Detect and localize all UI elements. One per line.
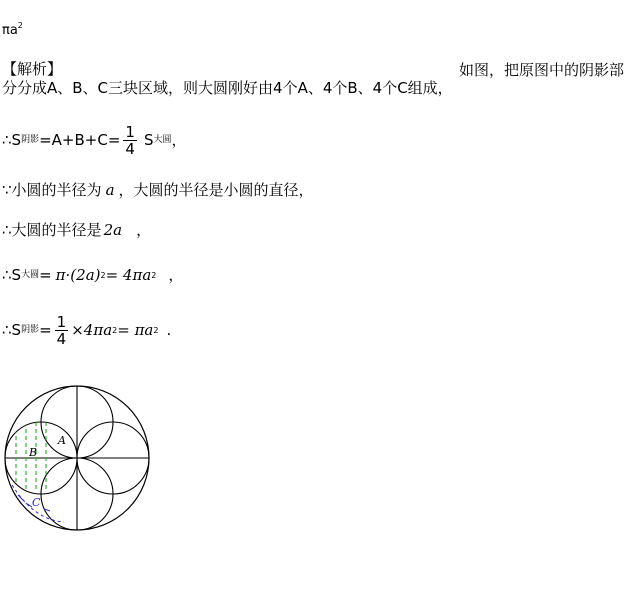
equals-sign: = (39, 321, 52, 339)
area-expression: π·(2a) (55, 266, 101, 284)
label-a: A (58, 434, 66, 447)
fraction-denominator: 4 (56, 330, 67, 348)
therefore-symbol: ∴ (2, 221, 12, 239)
analysis-intro-left: 分分成A、B、C三块区域，则大圆刚好由4个A、4个B、4个C组成， (2, 79, 453, 97)
fraction-one-quarter (55, 314, 69, 347)
area-expression: ×4πa (71, 321, 113, 339)
punctuation: ， (136, 221, 152, 239)
because-symbol: ∵ (2, 181, 12, 199)
subscript-shade: 阴影 (21, 325, 40, 335)
equation-line-3 (2, 223, 151, 238)
therefore-symbol: ∴ (2, 266, 12, 284)
expression-2a: 2a (103, 221, 123, 239)
subscript-shade: 阴影 (21, 135, 40, 145)
subscript-big-circle: 大圆 (21, 270, 40, 280)
fraction-numerator: 1 (125, 123, 135, 141)
punctuation: ， (168, 266, 184, 284)
s-symbol: S (11, 266, 22, 284)
area-result: = πa (117, 321, 154, 339)
label-c: C (32, 496, 41, 509)
statement-text: 大圆的半径是 (11, 221, 102, 239)
fraction-denominator: 4 (125, 140, 135, 158)
answer-base: πa (2, 23, 18, 38)
s-symbol: S (11, 131, 22, 149)
fraction-one-quarter (123, 124, 137, 157)
sum-expression: =A+B+C= (39, 131, 121, 149)
label-b: B (29, 446, 38, 459)
answer (2, 21, 23, 38)
area-result: = 4πa (105, 266, 152, 284)
fraction-numerator: 1 (56, 313, 67, 331)
therefore-symbol: ∴ (2, 131, 12, 149)
s-symbol: S (143, 131, 154, 149)
subscript-big-circle: 大圆 (153, 135, 172, 145)
s-symbol: S (11, 321, 22, 339)
variable-a: a (105, 181, 115, 199)
statement-text: 小圆的半径为 (11, 181, 102, 199)
equals-sign: = (39, 266, 52, 284)
punctuation: . (166, 321, 172, 339)
punctuation: ， (171, 131, 187, 149)
equation-line-2 (2, 183, 314, 198)
equation-line-5: ∴ S 阴影 = $\frac{1}{4}$ ×4πa 2 = πa 2 . (2, 313, 172, 348)
answer-exponent: 2 (17, 21, 23, 30)
equation-line-4: ∴ S 大圆 = π·(2a) 2 = 4πa 2 ， (2, 266, 184, 284)
analysis-intro-right: 如图，把原图中的阴影部 (459, 61, 625, 79)
analysis-tag: 【解析】 (2, 60, 63, 78)
statement-text: ，大圆的半径是小圆的直径， (118, 181, 314, 199)
therefore-symbol: ∴ (2, 321, 12, 339)
equation-line-1 (2, 124, 187, 157)
circles-figure (4, 385, 154, 535)
